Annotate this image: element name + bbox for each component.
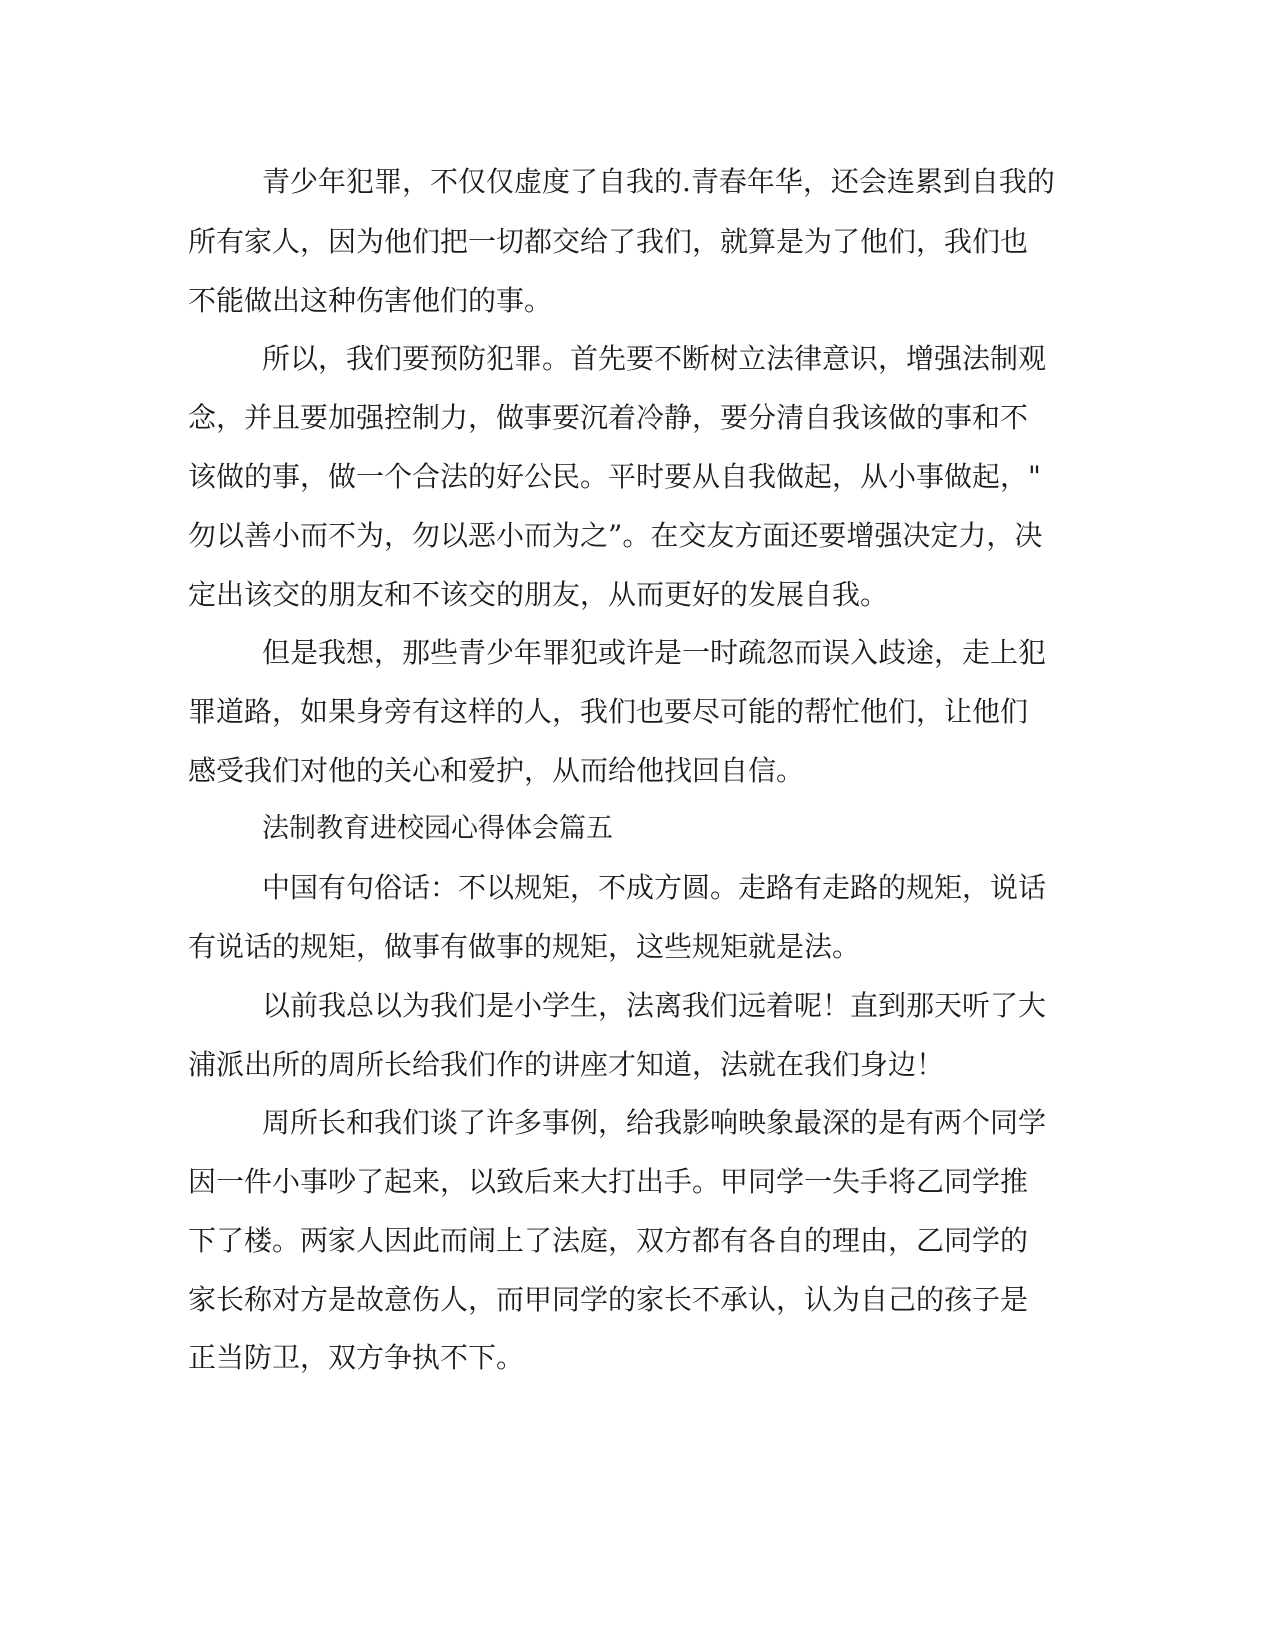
text-line: 中国有句俗话：不以规矩，不成方圆。走路有走路的规矩，说话 bbox=[262, 871, 1047, 904]
text-line: 勿以善小而不为，勿以恶小而为之”。在交友方面还要增强决定力，决 bbox=[188, 519, 1043, 552]
text-line: 感受我们对他的关心和爱护，从而给他找回自信。 bbox=[188, 754, 805, 787]
text-line: 家长称对方是故意伤人，而甲同学的家长不承认，认为自己的孩子是 bbox=[188, 1283, 1029, 1316]
text-line: 下了楼。两家人因此而闹上了法庭，双方都有各自的理由，乙同学的 bbox=[188, 1224, 1029, 1257]
text-line: 以前我总以为我们是小学生，法离我们远着呢！直到那天听了大 bbox=[262, 989, 1047, 1022]
text-line: 但是我想，那些青少年罪犯或许是一时疏忽而误入歧途，走上犯 bbox=[262, 636, 1047, 669]
text-line: 因一件小事吵了起来，以致后来大打出手。甲同学一失手将乙同学推 bbox=[188, 1165, 1029, 1198]
text-line: 周所长和我们谈了许多事例，给我影响映象最深的是有两个同学 bbox=[262, 1106, 1047, 1139]
text-line: 浦派出所的周所长给我们作的讲座才知道，法就在我们身边！ bbox=[188, 1048, 945, 1081]
heading-text: 法制教育进校园心得体会篇五 bbox=[262, 813, 613, 844]
text-line: 有说话的规矩，做事有做事的规矩，这些规矩就是法。 bbox=[188, 930, 861, 963]
text-line: 该做的事，做一个合法的好公民。平时要从自我做起，从小事做起，" bbox=[188, 460, 1041, 493]
text-line: 青少年犯罪，不仅仅虚度了自我的.青春年华，还会连累到自我的 bbox=[262, 165, 1055, 198]
text-line: 所以，我们要预防犯罪。首先要不断树立法律意识，增强法制观 bbox=[262, 342, 1047, 375]
text-line: 正当防卫，双方争执不下。 bbox=[188, 1341, 525, 1374]
text-line: 所有家人，因为他们把一切都交给了我们，就算是为了他们，我们也 bbox=[188, 225, 1029, 258]
text-line: 念，并且要加强控制力，做事要沉着冷静，要分清自我该做的事和不 bbox=[188, 401, 1029, 434]
text-line: 定出该交的朋友和不该交的朋友，从而更好的发展自我。 bbox=[188, 578, 889, 611]
text-line: 罪道路，如果身旁有这样的人，我们也要尽可能的帮忙他们，让他们 bbox=[188, 695, 1029, 728]
text-line: 不能做出这种伤害他们的事。 bbox=[188, 284, 553, 317]
